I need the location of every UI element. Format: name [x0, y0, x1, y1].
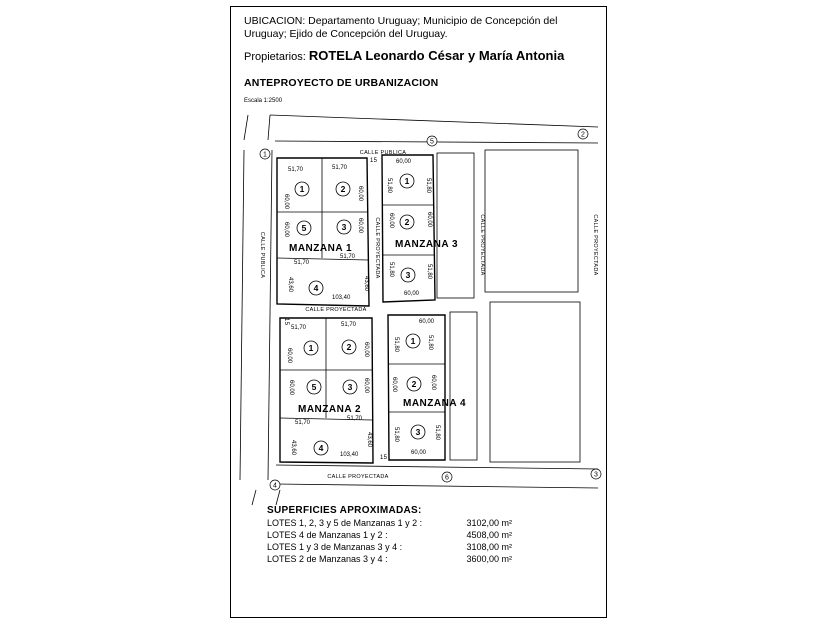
superficie-row-value: 3600,00 m²: [466, 554, 512, 564]
street-name-left: CALLE PUBLICA: [259, 231, 265, 279]
dim-label: 51,70: [288, 167, 304, 173]
lot-number: 2: [340, 184, 346, 194]
dim-label: 51,80: [388, 262, 394, 278]
dim-label: 43,60: [290, 440, 296, 456]
lot-number: 3: [341, 222, 347, 232]
dim-label: 60,00: [283, 194, 289, 210]
lot-number: 1: [308, 343, 314, 353]
dim-label: 60,00: [391, 377, 397, 393]
dim-label: 60,00: [286, 348, 292, 364]
dim-label: 51,70: [291, 325, 307, 331]
superficie-row-value: 3102,00 m²: [466, 518, 512, 528]
dim-label: 60,00: [283, 222, 289, 238]
dim-label: 60,00: [357, 218, 363, 234]
street-width-label: 15: [380, 455, 388, 461]
marker-label: 2: [581, 131, 585, 139]
lot-number: 1: [404, 176, 410, 186]
lot-number: 5: [311, 382, 317, 392]
dim-label: 60,00: [388, 213, 394, 229]
street-name-middle-vertical: CALLE PROYECTADA: [374, 217, 380, 279]
lot-number: 2: [346, 342, 352, 352]
empty-block: [485, 150, 578, 292]
plan-title: ANTEPROYECTO DE URBANIZACION: [244, 77, 439, 89]
street-edge-left-outer: [240, 150, 244, 480]
dim-label: 60,00: [404, 291, 420, 297]
lot-number: 1: [410, 336, 416, 346]
dim-label: 60,00: [426, 212, 432, 228]
manzana-label: MANZANA 1: [289, 243, 353, 254]
street-edge-left-inner: [268, 150, 272, 480]
marker-label: 3: [594, 471, 598, 479]
dim-label: 60,00: [419, 319, 435, 325]
dim-label: 51,80: [393, 337, 399, 353]
street-name-right-2: CALLE PROYECTADA: [592, 214, 598, 276]
superficie-row-value: 3108,00 m²: [466, 542, 512, 552]
dim-label: 103,40: [340, 452, 359, 458]
street-name-right-1: CALLE PROYECTADA: [479, 214, 485, 276]
marker-label: 6: [445, 474, 449, 482]
dim-label: 51,70: [340, 254, 356, 260]
street-edge-corner: [276, 490, 280, 505]
manzana-label: MANZANA 2: [298, 404, 362, 415]
street-name-bottom: CALLE PROYECTADA: [327, 474, 389, 480]
superficie-row-label: LOTES 1, 2, 3 y 5 de Manzanas 1 y 2 :: [267, 518, 423, 528]
street-width-label: 15: [370, 158, 378, 164]
dim-label: 51,70: [341, 322, 357, 328]
dim-label: 43,60: [366, 432, 372, 448]
dim-label: 43,60: [287, 277, 293, 293]
propietarios-label: Propietarios:: [244, 51, 306, 63]
dim-label: 60,00: [357, 186, 363, 202]
lot-number: 2: [411, 379, 417, 389]
lot-number: 5: [301, 223, 307, 233]
lot-number: 2: [404, 217, 410, 227]
dim-label: 51,80: [426, 264, 432, 280]
superficies-title: SUPERFICIES APROXIMADAS:: [267, 505, 422, 516]
street-edge-bottom-inner: [276, 465, 598, 469]
dim-label: 51,80: [386, 178, 392, 194]
dim-label: 60,00: [430, 375, 436, 391]
dim-label: 51,80: [434, 425, 440, 441]
dim-label: 60,00: [396, 159, 412, 165]
scale-label: Escala 1:2500: [244, 98, 283, 104]
dim-label: 60,00: [363, 342, 369, 358]
dim-label: 103,40: [332, 295, 351, 301]
propietarios-name: ROTELA Leonardo César y María Antonia: [308, 48, 565, 63]
manzana-label: MANZANA 4: [403, 398, 467, 409]
street-edge-bottom-outer: [276, 484, 598, 488]
street-edge-corner: [244, 115, 248, 140]
superficie-row-label: LOTES 1 y 3 de Manzanas 3 y 4 :: [267, 542, 403, 552]
dim-label: 43,60: [363, 276, 369, 292]
dim-label: 60,00: [363, 378, 369, 394]
marker-label: 5: [430, 138, 434, 146]
empty-block: [437, 153, 474, 298]
lot-number: 3: [405, 270, 411, 280]
dim-label: 51,80: [425, 178, 431, 194]
marker-label: 4: [273, 482, 277, 490]
dim-label: 51,80: [427, 335, 433, 351]
superficie-row-label: LOTES 4 de Manzanas 1 y 2 :: [267, 530, 388, 540]
dim-label: 51,70: [294, 260, 310, 266]
dim-label: 51,80: [393, 427, 399, 443]
lot-number: 4: [318, 443, 324, 453]
ubicacion-text: UBICACION: Departamento Uruguay; Municipio de Concepción del Uruguay; Ejido de Concepción del Uruguay.: [244, 15, 558, 40]
dim-label: 51,70: [295, 420, 311, 426]
dim-label: 60,00: [411, 450, 427, 456]
dim-label: 51,70: [332, 165, 348, 171]
street-edge-corner: [268, 115, 270, 140]
dim-label: 51,70: [347, 416, 363, 422]
lot-number: 4: [313, 283, 319, 293]
empty-block: [450, 312, 477, 460]
lot-number: 3: [415, 427, 421, 437]
superficie-row-value: 4508,00 m²: [466, 530, 512, 540]
superficie-row-label: LOTES 2 de Manzanas 3 y 4 :: [267, 554, 388, 564]
street-name-middle-horizontal: CALLE PROYECTADA: [305, 307, 367, 313]
street-edge-top-outer: [270, 115, 598, 127]
lot-number: 1: [299, 184, 305, 194]
street-name-top: CALLE PUBLICA: [359, 150, 407, 156]
lot-number: 3: [347, 382, 353, 392]
street-width-label: 15: [283, 318, 289, 326]
marker-label: 1: [263, 151, 267, 159]
empty-block: [490, 302, 580, 462]
dim-label: 60,00: [288, 380, 294, 396]
street-edge-corner: [252, 490, 256, 505]
manzana-label: MANZANA 3: [395, 239, 459, 250]
